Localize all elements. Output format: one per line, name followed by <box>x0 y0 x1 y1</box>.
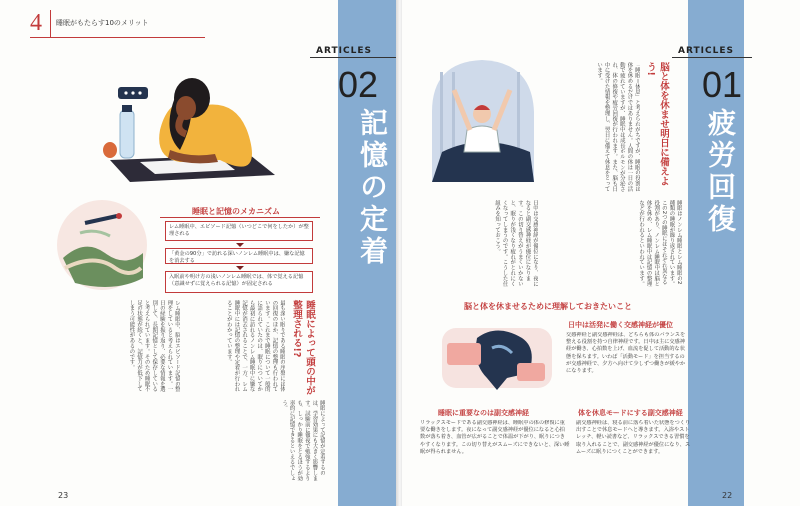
article-number: 02 <box>338 64 379 105</box>
chapter-underline <box>30 37 205 38</box>
left-page <box>0 0 398 506</box>
right-page <box>402 0 800 506</box>
mechanism-step-1: レム睡眠中、エピソード記憶（いつどこで何をしたか）が整理される <box>165 221 313 241</box>
body-paragraph-3: 睡眠によって記憶が定着するのは、学習効果にも大きく影響します。試験前に徹夜で勉強するよりも、しっかり睡眠をとるほうが効率的に記憶できるといえるでしょう。 <box>281 400 325 481</box>
articles-rule <box>310 57 398 58</box>
mechanism-step-3: 入眠前や明け方の浅いノンレム睡眠では、体で覚える記憶（意識せずに覚えられる記憶）が固定される <box>165 271 313 293</box>
page-number-right: 22 <box>722 491 733 500</box>
mechanism-arrow-2 <box>236 266 244 270</box>
rest-text: 副交感神経は、寝る前に落ち着いた状態をつくり出すことで休息モードへと導きます。入浴やストレッチ、軽い読書など、リラックスできる習慣を取り入れることで、副交感神経が優位になり、スムーズに眠りにつくことができます。 <box>576 420 691 455</box>
mechanism-arrow-1 <box>236 243 244 247</box>
mechanism-title: 睡眠と記憶のメカニズム <box>192 207 280 216</box>
chapter-number: 4 <box>30 10 42 36</box>
band-title: 記憶の定着 <box>356 108 389 268</box>
sleepy-woman-illustration <box>100 50 290 195</box>
body-paragraph-3: 日中は交感神経が優位になり、夜になると副交感神経が優位になります。この切り替えがうまくいかないと、眠りが浅くなり疲れがとれにくくなってしまうのです。こうした仕組みを知っておこう。 <box>494 200 538 287</box>
sleep-title: 睡眠に重要なのは副交感神経 <box>438 409 529 417</box>
articles-label: ARTICLES <box>316 46 372 56</box>
mechanism-rule <box>160 217 320 218</box>
day-text: 交感神経と副交感神経は、どちらも体のバランスを整える役割を持つ自律神経です。日中は主に交感神経が働き、心拍数を上げ、血流を促して活動的な状態を保ちます。いわば「活動モード」を担当するのが交感神経で、夕方へ向けて少しずつ働きが緩やかになります。 <box>566 332 686 375</box>
rest-title: 体を休息モードにする副交感神経 <box>578 409 683 417</box>
page-number-left: 23 <box>58 491 69 500</box>
brain-bridge-illustration <box>55 198 150 293</box>
article-number: 01 <box>702 64 743 105</box>
recovery-headline: 脳と体を休ませ明日に備えよう! <box>645 62 669 186</box>
section-title: 脳と体を休ませるために理解しておきたいこと <box>464 302 632 311</box>
body-paragraph-1: 最も深い眠りである睡眠の序盤には体の回復のほか、記憶の整理も行われています。これまで睡眠について一般的に語られていたのは、眠りについてから最初に訪れるノンレム睡眠中に嫌な記憶が消去されることで、一方、レム睡眠中には記憶の整理や定着が行われることがわかっています。 <box>225 300 285 392</box>
day-title: 日中は活発に働く交感神経が優位 <box>568 321 673 329</box>
body-paragraph-2: 睡眠はノンレム睡眠とレム睡眠の2種類の睡眠が繰り返されています。この2つの睡眠にはそれぞれ異なる役割があり、ノンレム睡眠中は脳と体を休め、レム睡眠中は記憶の整理などが行われるといわれています。 <box>638 200 682 287</box>
chapter-divider <box>50 10 51 38</box>
memory-headline: 睡眠によって頭の中が整理される!? <box>291 300 315 395</box>
mechanism-step-2: 「黄金の90分」で訪れる深いノンレム睡眠中は、嫌な記憶を消去する <box>165 248 313 264</box>
articles-rule <box>672 57 752 58</box>
articles-label: ARTICLES <box>678 46 734 56</box>
sleep-text: リラックスモードである副交感神経は、睡眠中の体の修復に重要な働きをします。夜になって副交感神経が優位になると心拍数が落ち着き、血管が広がることで体温が下がり、眠りにつきやすくなります。この切り替えがスムーズにできないと、深い睡眠が得られません。 <box>420 420 570 455</box>
stretching-person-illustration <box>422 52 542 192</box>
body-paragraph-1: 「睡眠＝休息」と考えられがちですが、睡眠の役割は体を休めるだけではありません。人間の体は一日の活動で疲れていますが、睡眠中は成長ホルモンが分泌され、体の修復や疲労回復が行われます。また、脳も日中に受けた情報を整理し、翌日に備えて休息をとっています。 <box>596 62 640 192</box>
band-title: 疲労回復 <box>704 108 737 236</box>
chapter-header <box>30 10 210 40</box>
chapter-title: 睡眠がもたらす10のメリット <box>56 19 149 27</box>
brain-head-illustration <box>437 318 557 398</box>
body-paragraph-2: レム睡眠中、脳はエピソード記憶の整理をしていると考えられています。一日の経験を振り返り、必要な情報を選別して、長期記憶として保存していると考えられています。そのため睡眠不足の状態が続くと、記憶力が低下してしまう可能性があるのです。 <box>128 300 180 392</box>
